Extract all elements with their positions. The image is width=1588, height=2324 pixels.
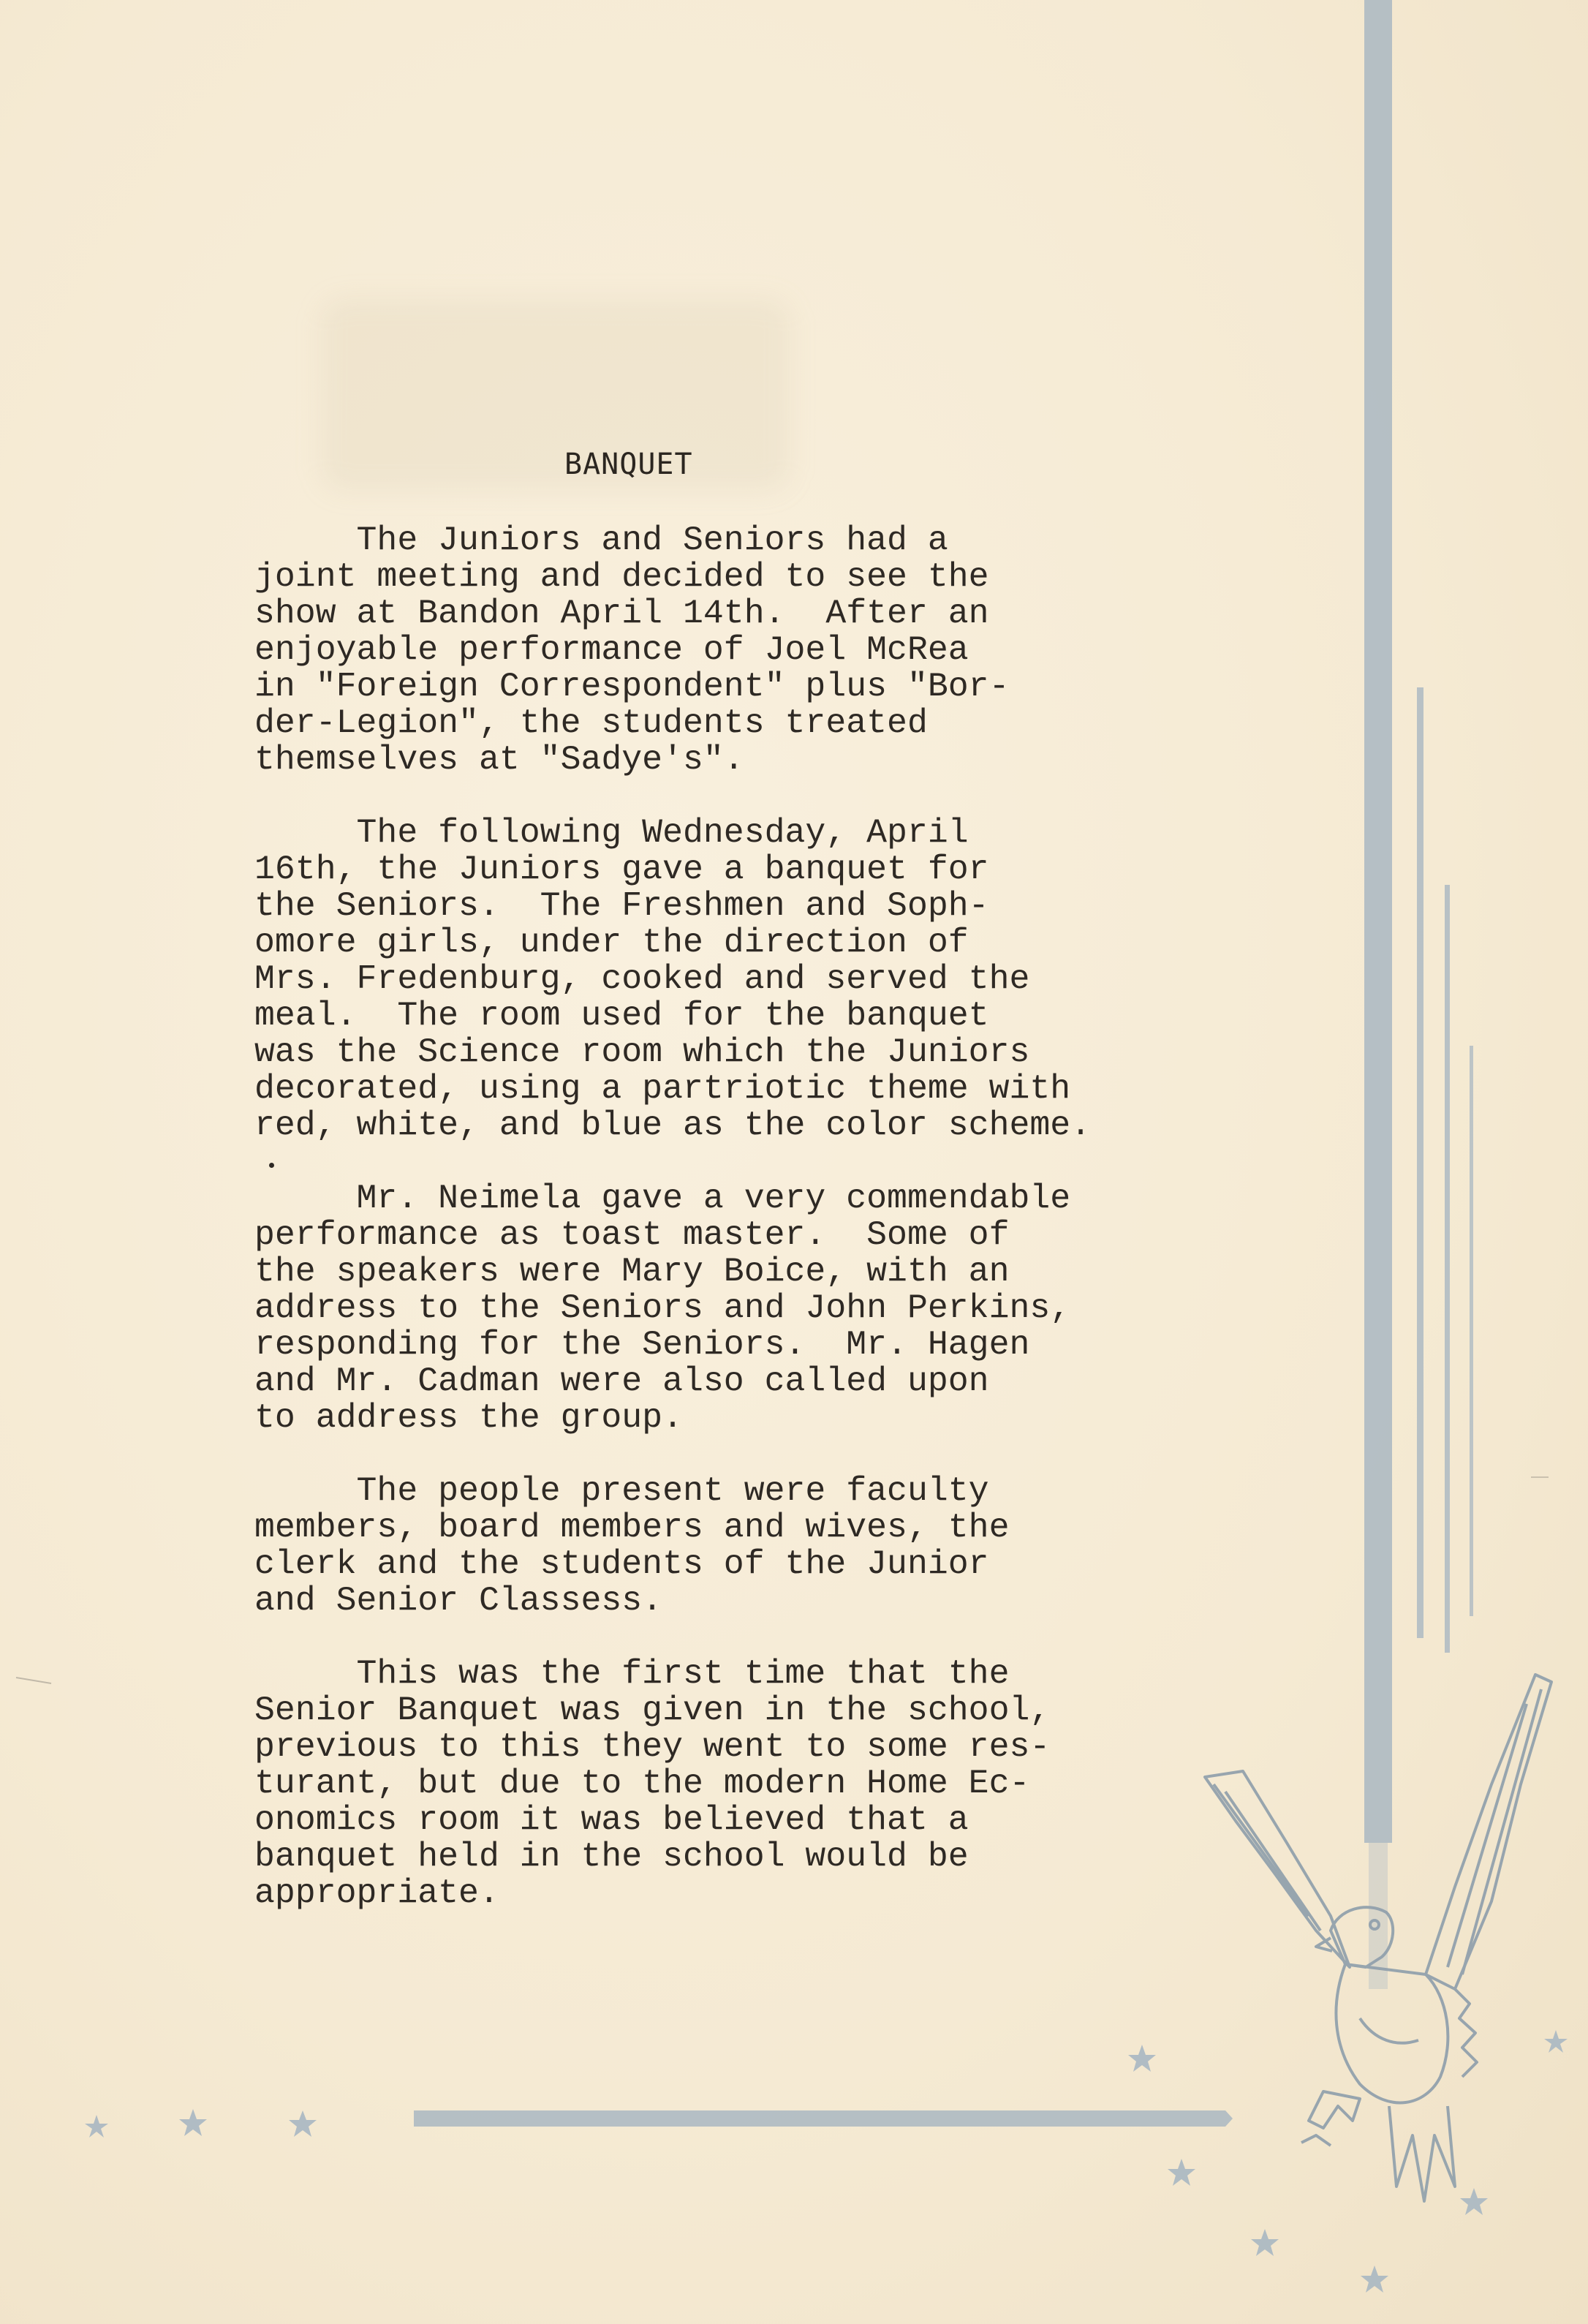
- text-line: red, white, and blue as the color scheme.: [254, 1106, 1092, 1144]
- text-line: and Senior Classess.: [254, 1581, 663, 1620]
- text-line: Mrs. Fredenburg, cooked and served the: [254, 959, 1030, 998]
- text-line: meal. The room used for the banquet: [254, 996, 989, 1035]
- text-line: in "Foreign Correspondent" plus "Bor-: [254, 667, 1010, 706]
- text-line: appropriate.: [254, 1874, 499, 1912]
- margin-mark: [16, 1678, 51, 1683]
- text-line: onomics room it was believed that a: [254, 1800, 969, 1839]
- text-line: banquet held in the school would be: [254, 1837, 969, 1876]
- text-line: members, board members and wives, the: [254, 1508, 1010, 1547]
- text-line: the Seniors. The Freshmen and Soph-: [254, 886, 989, 925]
- text-line: address to the Seniors and John Perkins,: [254, 1289, 1071, 1327]
- text-line: turant, but due to the modern Home Ec-: [254, 1764, 1030, 1803]
- star-icon: [179, 2109, 207, 2136]
- text-line: performance as toast master. Some of: [254, 1215, 1010, 1254]
- text-line: responding for the Seniors. Mr. Hagen: [254, 1325, 1030, 1364]
- text-line: The people present were faculty: [254, 1471, 989, 1510]
- text-line: The following Wednesday, April: [254, 813, 969, 852]
- vertical-line: [1470, 1046, 1473, 1616]
- text-line: was the Science room which the Juniors: [254, 1033, 1030, 1071]
- star-icon: [1251, 2229, 1279, 2256]
- text-line: show at Bandon April 14th. After an: [254, 594, 989, 633]
- text-line: 16th, the Juniors gave a banquet for: [254, 850, 989, 889]
- text-line: themselves at "Sadye's".: [254, 740, 744, 779]
- star-icon: [1128, 2045, 1156, 2072]
- text-line: The Juniors and Seniors had a: [254, 521, 948, 559]
- text-line: the speakers were Mary Boice, with an: [254, 1252, 1010, 1291]
- star-icon: [1544, 2030, 1568, 2053]
- text-line: der-Legion", the students treated: [254, 703, 928, 742]
- star-icon: [1361, 2265, 1388, 2293]
- text-line: joint meeting and decided to see the: [254, 557, 989, 596]
- text-line: omore girls, under the direction of: [254, 923, 969, 962]
- text-line: Senior Banquet was given in the school,: [254, 1691, 1051, 1729]
- star-icon: [85, 2115, 108, 2138]
- text-line: to address the group.: [254, 1398, 683, 1437]
- text-line: previous to this they went to some res-: [254, 1727, 1051, 1766]
- text-line: decorated, using a partriotic theme with: [254, 1069, 1071, 1108]
- star-icon: [1460, 2188, 1488, 2215]
- text-line: clerk and the students of the Junior: [254, 1544, 989, 1583]
- text-line: and Mr. Cadman were also called upon: [254, 1362, 989, 1400]
- vertical-bar: [1364, 0, 1392, 1843]
- text-line: This was the first time that the: [254, 1654, 1010, 1693]
- horizontal-bar: [414, 2110, 1225, 2127]
- star-icon: [289, 2110, 317, 2137]
- text-line: Mr. Neimela gave a very commendable: [254, 1179, 1071, 1218]
- text-line: enjoyable performance of Joel McRea: [254, 630, 969, 669]
- vertical-line: [1417, 687, 1423, 1638]
- page-title: BANQUET: [564, 448, 693, 481]
- horizontal-bar-end: [1225, 2110, 1233, 2127]
- vertical-line: [1445, 885, 1450, 1653]
- star-icon: [1168, 2159, 1195, 2186]
